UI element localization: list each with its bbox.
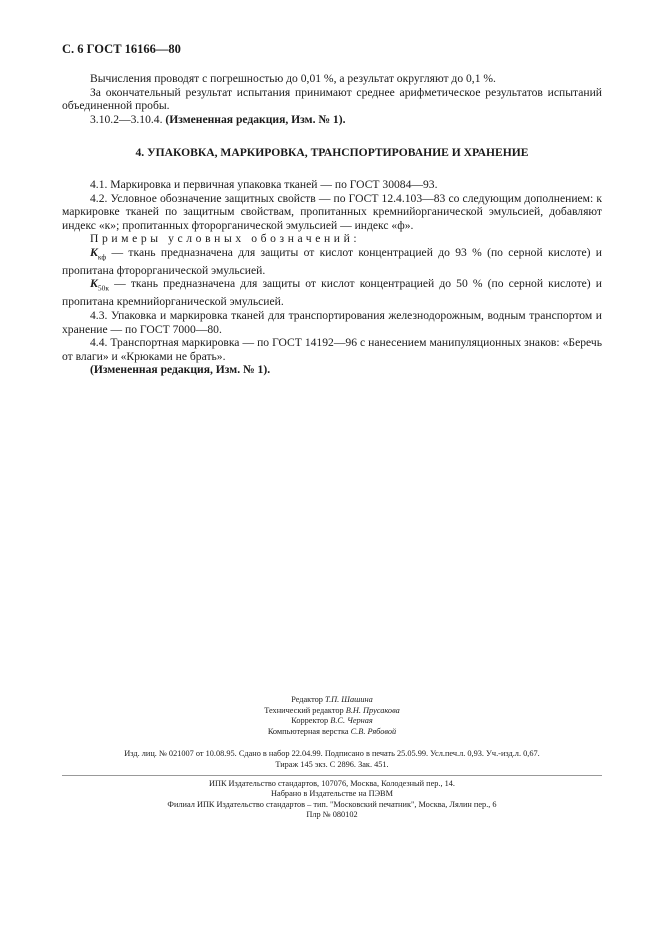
credit-tech-editor: Технический редактор В.Н. Прусакова — [264, 705, 400, 715]
publisher-line: ИПК Издательство стандартов, 107076, Москва, Колодезный пер., 14. — [208, 778, 456, 788]
credit-corrector: Корректор В.С. Черная — [291, 716, 373, 726]
publication-line-2: Тираж 145 экз. С 2896. Зак. 451. — [275, 759, 389, 769]
section-title: 4. УПАКОВКА, МАРКИРОВКА, ТРАНСПОРТИРОВАНИЕ И ХРАНЕНИЕ — [135, 146, 529, 160]
examples-heading: Примеры условных обозначений: — [90, 232, 361, 246]
clause-range: 3.10.2—3.10.4. — [90, 112, 163, 126]
example-kf — [62, 246, 602, 278]
clause-4-3: 4.3. Упаковка и маркировка тканей для транспортирования железнодорожным, водным транспортом и хранение — по ГОСТ 7000—80. — [62, 308, 602, 336]
typeset-line: Набрано в Издательстве на ПЭВМ — [271, 789, 393, 799]
divider — [62, 775, 602, 776]
imprint-block — [62, 695, 602, 821]
clause-4-2: 4.2. Условное обозначение защитных свойств — по ГОСТ 12.4.103—83 со следующим дополнением: к маркировке тканей по защитным свойствам, пропитанных кремнийорганической эмульсией, добавляют индекс «к»; пропитанных фторорганической эмульсией — индекс «ф». — [62, 191, 602, 232]
branch-line: Филиал ИПК Издательство стандартов – тип. "Московский печатник", Москва, Лялин пер., 6 — [167, 799, 497, 809]
credit-editor: Редактор Т.П. Шашина — [291, 695, 373, 704]
amendment-note: (Измененная редакция, Изм. № 1). — [165, 112, 346, 126]
publication-info — [62, 749, 602, 770]
example-kf-text: — ткань предназначена для защиты от кислот концентрацией до 93 % (по серной кислоте) и пропитана фторорганической эмульсией. — [62, 245, 602, 277]
paragraph-amendment-3-10 — [62, 113, 602, 127]
main-text — [62, 72, 602, 377]
symbol-k-kf: $К_{кф}$ — [90, 245, 107, 262]
page-header: С. 6 ГОСТ 16166—80 — [62, 42, 181, 56]
clause-4-1: 4.1. Маркировка и первичная упаковка тканей — по ГОСТ 30084—93. — [90, 177, 438, 191]
amendment-note-4: (Измененная редакция, Изм. № 1). — [90, 363, 271, 377]
paragraph-calc-precision: Вычисления проводят с погрешностью до 0,01 %, а результат округляют до 0,1 %. — [90, 72, 496, 85]
symbol-k-50k: $К_{50к}$ — [90, 277, 110, 293]
paragraph-final-result: За окончательный результат испытания принимают среднее арифметическое результатов испытаний объединенной пробы. — [62, 85, 602, 113]
example-k50-text: — ткань предназначена для защиты от кислот концентрацией до 50 % (по серной кислоте) и пропитана кремнийорганической эмульсией. — [62, 277, 602, 309]
example-k50 — [62, 277, 602, 309]
plr-line: Плр № 080102 — [306, 810, 358, 820]
clause-4-4: 4.4. Транспортная маркировка — по ГОСТ 14192—96 с нанесением манипуляционных знаков: «Беречь от влаги» и «Крюками не брать». — [62, 336, 602, 363]
publication-line-1: Изд. лиц. № 021007 от 10.08.95. Сдано в набор 22.04.99. Подписано в печать 25.05.99. Усл.печ.л. 0,93. Уч.-изд.л. 0,67. — [124, 749, 540, 759]
credit-layout: Компьютерная верстка С.В. Рябовой — [267, 726, 397, 736]
